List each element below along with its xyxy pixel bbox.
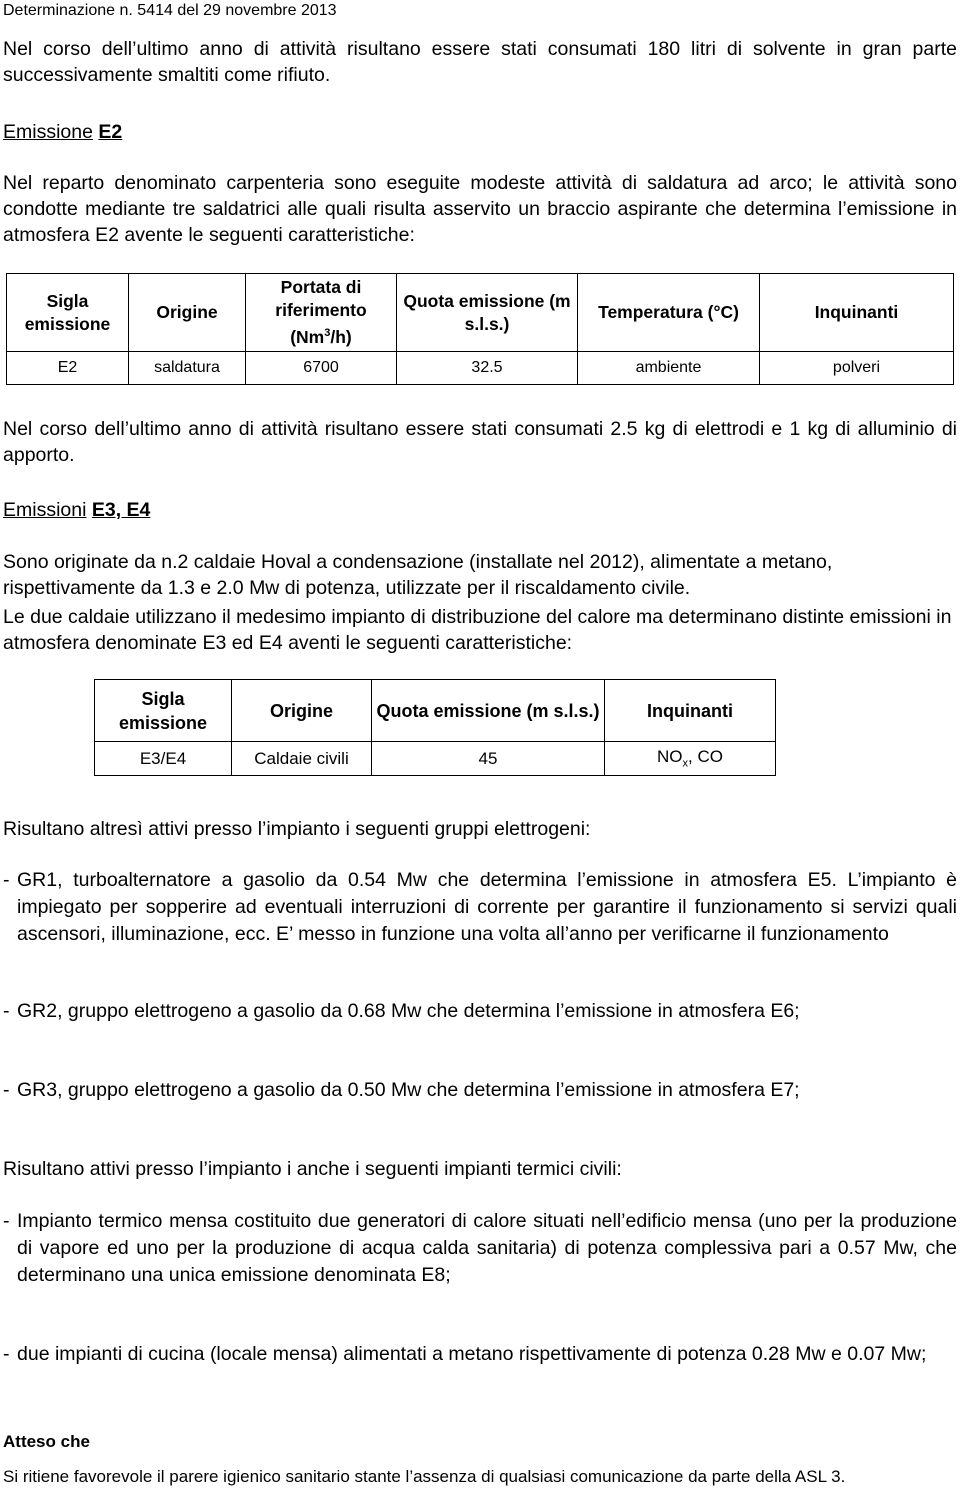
list-item-text: due impianti di cucina (locale mensa) alimentati a metano rispettivamente di potenza 0.28 Mw e 0.07 Mw; bbox=[17, 1343, 927, 1365]
cell-inquinanti: $NO_x$, CO bbox=[605, 742, 776, 776]
list-dash: - bbox=[3, 869, 10, 891]
list-item-text: GR2, gruppo elettrogeno a gasolio da 0.68 Mw che determina l’emissione in atmosfera E6; bbox=[17, 1000, 800, 1022]
cell-sigla: E3/E4 bbox=[95, 742, 232, 776]
paragraph-caldaie: Sono originate da n.2 caldaie Hoval a condensazione (installate nel 2012), alimentate a metano, rispettivamente da 1.3 e 2.0 Mw di potenza, utilizzate per il riscaldamento civile. bbox=[3, 551, 833, 599]
heading-label: Emissioni bbox=[3, 499, 87, 521]
list-item-text: Impianto termico mensa costituito due generatori di calore situati nell’edificio mensa (uno per la produzione di vapore ed uno per la produzione di acqua calda sanitaria) di potenza complessiva pari a 0.57 Mw, che determinano una unica emissione denominata E8; bbox=[17, 1210, 957, 1286]
list-dash: - bbox=[3, 1343, 10, 1365]
cell-origine: Caldaie civili bbox=[232, 742, 372, 776]
paragraph-distribuzione: Le due caldaie utilizzano il medesimo impianto di distribuzione del calore ma determinano distinte emissioni in atmosfera denominate E3 ed E4 aventi le seguenti caratteristiche: bbox=[3, 606, 952, 654]
col-sigla: Sigla emissione bbox=[7, 274, 129, 352]
table-row bbox=[95, 742, 776, 776]
table-emission-e3-e4 bbox=[94, 679, 776, 776]
list-item-gr1 bbox=[3, 867, 957, 948]
heading-atteso-che: Atteso che bbox=[3, 1432, 90, 1451]
cell-origine: saldatura bbox=[129, 352, 246, 385]
list-item-mensa bbox=[3, 1208, 957, 1289]
heading-code: E3, E4 bbox=[91, 499, 151, 521]
col-inquinanti: Inquinanti bbox=[760, 274, 954, 352]
col-inquinanti: Inquinanti bbox=[605, 680, 776, 742]
cell-inquinanti: polveri bbox=[760, 352, 954, 385]
col-quota: Quota emissione (m s.l.s.) bbox=[372, 680, 605, 742]
col-temperatura: Temperatura (°C) bbox=[578, 274, 760, 352]
cell-quota: 45 bbox=[372, 742, 605, 776]
table-header-row bbox=[7, 274, 954, 352]
table-emission-e2 bbox=[6, 273, 954, 385]
col-origine: Origine bbox=[129, 274, 246, 352]
table-row bbox=[7, 352, 954, 385]
list-dash: - bbox=[3, 1210, 10, 1232]
heading-label: Emissione bbox=[3, 121, 93, 143]
list-item-cucina bbox=[3, 1341, 957, 1368]
paragraph-carpenteria: Nel reparto denominato carpenteria sono eseguite modeste attività di saldatura ad arco; le attività sono condotte mediante tre saldatrici alle quali risulta asservito un braccio aspirante che determina l’emissione in atmosfera E2 avente le seguenti caratteristiche: bbox=[3, 172, 957, 246]
list-item-text: GR1, turboalternatore a gasolio da 0.54 Mw che determina l’emissione in atmosfera E5. L’impianto è impiegato per sopperire ad eventuali interruzioni di corrente per garantire il funzionamento si servizi quali ascensori, illuminazione, ecc. E’ messo in funzione una volta all’anno per verificarne il funzionamento bbox=[17, 869, 957, 945]
heading-code: E2 bbox=[98, 121, 123, 143]
col-quota: Quota emissione (m s.l.s.) bbox=[397, 274, 578, 352]
paragraph-gruppi-elettrogeni: Risultano altresì attivi presso l’impianto i seguenti gruppi elettrogeni: bbox=[3, 818, 591, 840]
list-item-gr2 bbox=[3, 998, 957, 1025]
col-origine: Origine bbox=[232, 680, 372, 742]
heading-emissione-e2 bbox=[3, 119, 122, 145]
cell-portata: 6700 bbox=[246, 352, 397, 385]
paragraph-impianti-termici: Risultano attivi presso l’impianto i anche i seguenti impianti termici civili: bbox=[3, 1158, 622, 1180]
list-item-text: GR3, gruppo elettrogeno a gasolio da 0.50 Mw che determina l’emissione in atmosfera E7; bbox=[17, 1079, 800, 1101]
col-sigla: Sigla emissione bbox=[95, 680, 232, 742]
table-header-row bbox=[95, 680, 776, 742]
cell-sigla: E2 bbox=[7, 352, 129, 385]
document-header: Determinazione n. 5414 del 29 novembre 2013 bbox=[3, 2, 337, 19]
cell-quota: 32.5 bbox=[397, 352, 578, 385]
paragraph-solvent: Nel corso dell’ultimo anno di attività risultano essere stati consumati 180 litri di solvente in gran parte successivamente smaltiti come rifiuto. bbox=[3, 38, 957, 86]
cell-temperatura: ambiente bbox=[578, 352, 760, 385]
list-dash: - bbox=[3, 1000, 10, 1022]
paragraph-parere: Si ritiene favorevole il parere igienico sanitario stante l’assenza di qualsiasi comunicazione da parte della ASL 3. bbox=[3, 1467, 846, 1486]
heading-emissioni-e3-e4 bbox=[3, 497, 150, 523]
list-dash: - bbox=[3, 1079, 10, 1101]
col-portata: Portata di riferimento (Nm$^3$/h) bbox=[246, 274, 397, 352]
paragraph-elettrodi: Nel corso dell’ultimo anno di attività risultano essere stati consumati 2.5 kg di elettrodi e 1 kg di alluminio di apporto. bbox=[3, 418, 957, 466]
list-item-gr3 bbox=[3, 1077, 957, 1104]
